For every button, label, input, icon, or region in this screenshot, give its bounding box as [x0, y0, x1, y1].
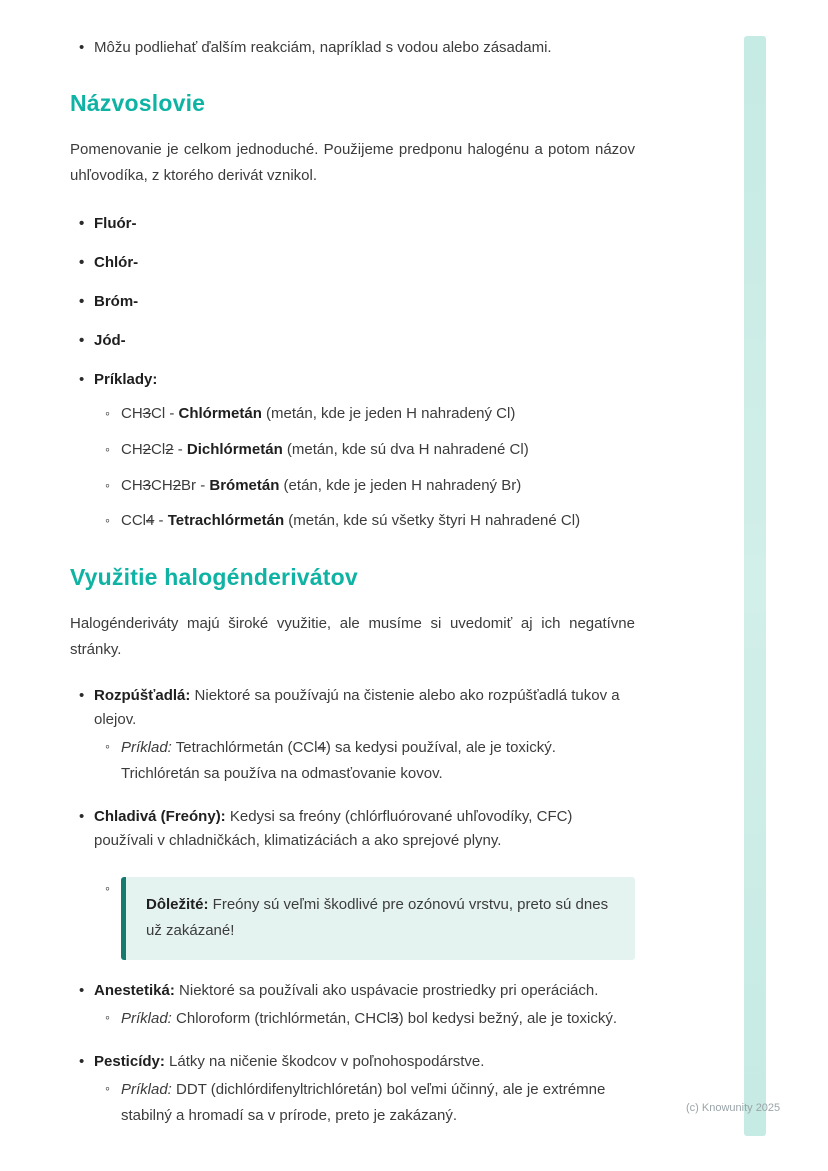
halogen-item-chlor: • Chlór-: [94, 251, 635, 275]
usage-sublist: [94, 877, 635, 960]
usage-intro-paragraph: Halogénderiváty majú široké využitie, ale musíme si uvedomiť aj ich negatívne stránky.: [70, 615, 635, 658]
examples-label: Príklady:: [94, 371, 158, 388]
section-title-nazvoslovie: Názvoslovie: [70, 90, 206, 116]
usage-item-chladiva: [94, 805, 635, 960]
usage-item-rozpustadla: [94, 684, 635, 786]
important-callout: [121, 877, 635, 960]
example-brometan: ◦ CH3CH2Br - Brómetán (etán, kde je jeden H nahradený Br): [121, 474, 635, 499]
usage-sublist: [94, 1077, 635, 1128]
naming-intro-paragraph: Pomenovanie je celkom jednoduché. Použijeme predponu halogénu a potom názov uhľovodíka, z ktorého derivát vznikol.: [70, 141, 635, 184]
callout-text: Dôležité: Freóny sú veľmi škodlivé pre ozónovú vrstvu, preto sú dnes už zakázané!: [146, 896, 609, 940]
decorative-side-strip: [744, 36, 766, 1136]
usage-item-text: Anestetiká: Niektoré sa používali ako uspávacie prostriedky pri operáciách.: [94, 981, 599, 999]
halogen-item-fluor: • Fluór-: [94, 212, 635, 236]
halogen-prefix-list: [70, 212, 635, 534]
intro-bullet: • Môžu podliehať ďalším reakciám, napríklad s vodou alebo zásadami.: [94, 36, 635, 60]
usage-item-pesticidy: [94, 1050, 635, 1128]
example-chlormetan: ◦ CH3Cl - Chlórmetán (metán, kde je jeden H nahradený Cl): [121, 402, 635, 427]
document-content: [70, 36, 635, 1147]
section-title-vyuzitie: Využitie halogénderivátov: [70, 564, 358, 590]
footer-credit: (c) Knowunity 2025: [686, 1102, 781, 1114]
example-dichlormetan: ◦ CH2Cl2 - Dichlórmetán (metán, kde sú dva H nahradené Cl): [121, 438, 635, 463]
usage-list: [70, 684, 635, 1128]
halogen-item-jod: • Jód-: [94, 329, 635, 353]
usage-item-text: Pesticídy: Látky na ničenie škodcov v poľnohospodárstve.: [94, 1053, 485, 1070]
usage-item-anestetika: [94, 979, 635, 1032]
usage-subitem-priklad: ◦ Príklad: DDT (dichlórdifenyltrichlóretán) bol veľmi účinný, ale je extrémne stabilný a hromadí sa v prírode, preto je zakázaný.: [121, 1077, 635, 1128]
usage-item-text: Chladivá (Freóny): Kedysi sa freóny (chlórfluórované uhľovodíky, CFC) používali v chladničkách, klimatizáciách a ako sprejové plyny.: [94, 808, 573, 849]
usage-sublist: [94, 735, 635, 786]
example-tetrachlormetan: ◦ CCl4 - Tetrachlórmetán (metán, kde sú všetky štyri H nahradené Cl): [121, 509, 635, 534]
halogen-item-brom: • Bróm-: [94, 290, 635, 314]
intro-bullet-list: [70, 36, 635, 60]
callout-list-item: [121, 877, 635, 960]
usage-subitem-priklad: ◦ Príklad: Chloroform (trichlórmetán, CHCl3) bol kedysi bežný, ale je toxický.: [121, 1006, 635, 1032]
examples-label-item: [94, 368, 635, 534]
usage-item-text: Rozpúšťadlá: Niektoré sa používajú na čistenie alebo ako rozpúšťadlá tukov a olejov.: [94, 687, 620, 728]
chemical-example-list: [94, 402, 635, 534]
usage-subitem-priklad: ◦ Príklad: Tetrachlórmetán (CCl4) sa kedysi používal, ale je toxický. Trichlóretán sa používa na odmasťovanie kovov.: [121, 735, 635, 786]
usage-sublist: [94, 1006, 635, 1032]
